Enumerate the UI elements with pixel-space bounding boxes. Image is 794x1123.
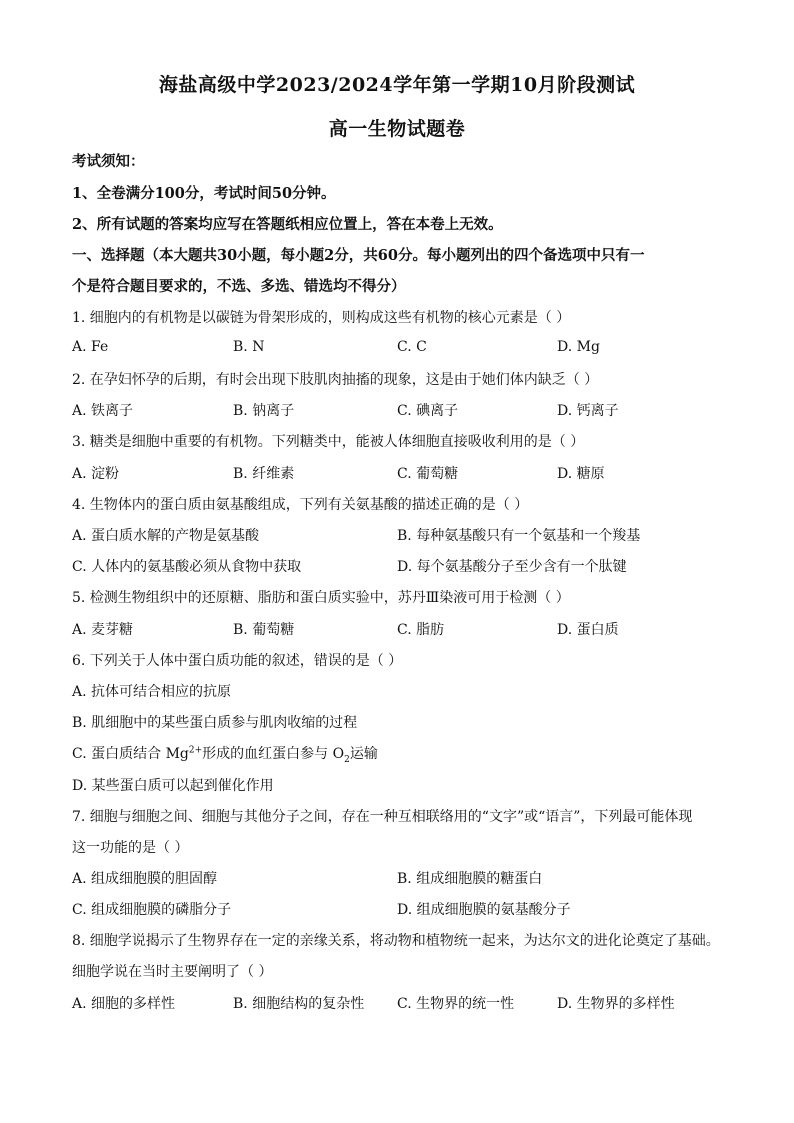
question-7-option-b: B. 组成细胞膜的糖蛋白 xyxy=(397,871,543,887)
question-5-option-a: A. 麦芽糖 xyxy=(72,622,134,638)
question-6-option-a: A. 抗体可结合相应的抗原 xyxy=(72,684,232,700)
question-6-option-c xyxy=(72,743,378,765)
question-5-option-d: D. 蛋白质 xyxy=(557,622,619,638)
question-2-option-d: D. 钙离子 xyxy=(557,403,619,419)
exam-subtitle: 高一生物试题卷 xyxy=(328,118,466,140)
question-3-stem: 3. 糖类是细胞中重要的有机物。下列糖类中，能被人体细胞直接吸收利用的是（ ） xyxy=(72,434,585,450)
question-6-option-d: D. 某些蛋白质可以起到催化作用 xyxy=(72,778,274,794)
question-1-stem: 1. 细胞内的有机物是以碳链为骨架形成的，则构成这些有机物的核心元素是（ ） xyxy=(72,310,571,326)
question-7-stem-line-1: 7. 细胞与细胞之间、细胞与其他分子之间，存在一种互相联络用的“文字”或“语言”，下列最可能体现 xyxy=(72,809,693,825)
question-6-stem: 6. 下列关于人体中蛋白质功能的叙述，错误的是（ ） xyxy=(72,653,403,669)
question-6-option-c-end: 运输 xyxy=(349,746,378,762)
question-1-option-d: D. Mg xyxy=(557,339,600,355)
exam-title: 海盐高级中学2023/2024学年第一学期10月阶段测试 xyxy=(158,74,636,96)
section-instructions-line-1: 一、选择题（本大题共30小题，每小题2分，共60分。每小题列出的四个备选项中只有一 xyxy=(72,247,645,264)
question-4-option-a: A. 蛋白质水解的产物是氨基酸 xyxy=(72,528,260,544)
notice-heading: 考试须知： xyxy=(72,153,145,170)
question-6-option-c-middle: 形成的血红蛋白参与 O xyxy=(202,746,345,762)
question-3-option-d: D. 糖原 xyxy=(557,466,605,482)
question-5-stem: 5. 检测生物组织中的还原糖、脂肪和蛋白质实验中，苏丹Ⅲ染液可用于检测（ ） xyxy=(72,590,570,606)
question-5-option-c: C. 脂肪 xyxy=(397,622,445,638)
question-3-option-c: C. 葡萄糖 xyxy=(397,466,459,482)
section-instructions-line-2: 个是符合题目要求的，不选、多选、错选均不得分） xyxy=(72,278,406,295)
question-8-option-a: A. 细胞的多样性 xyxy=(72,996,176,1012)
magnesium-charge: 2+ xyxy=(188,745,203,756)
question-8-option-b: B. 细胞结构的复杂性 xyxy=(233,996,365,1012)
question-3-option-a: A. 淀粉 xyxy=(72,466,120,482)
oxygen-subscript: 2 xyxy=(344,754,350,765)
question-2-option-a: A. 铁离子 xyxy=(72,403,134,419)
question-7-option-a: A. 组成细胞膜的胆固醇 xyxy=(72,871,218,887)
question-7-stem-line-2: 这一功能的是（ ） xyxy=(72,840,189,856)
question-4-option-b: B. 每种氨基酸只有一个氨基和一个羧基 xyxy=(397,528,641,544)
question-6-option-c-text: C. 蛋白质结合 Mg xyxy=(72,746,189,762)
question-3-option-b: B. 纤维素 xyxy=(233,466,295,482)
question-5-option-b: B. 葡萄糖 xyxy=(233,622,295,638)
question-7-option-c: C. 组成细胞膜的磷脂分子 xyxy=(72,902,232,918)
question-2-stem: 2. 在孕妇怀孕的后期，有时会出现下肢肌肉抽搐的现象，这是由于她们体内缺乏（ ） xyxy=(72,372,599,388)
question-4-option-d: D. 每个氨基酸分子至少含有一个肽键 xyxy=(397,559,627,575)
question-4-option-c: C. 人体内的氨基酸必须从食物中获取 xyxy=(72,559,302,575)
question-6-option-b: B. 肌细胞中的某些蛋白质参与肌肉收缩的过程 xyxy=(72,715,358,731)
question-1-option-c: C. C xyxy=(397,339,427,355)
question-4-stem: 4. 生物体内的蛋白质由氨基酸组成，下列有关氨基酸的描述正确的是（ ） xyxy=(72,497,529,513)
notice-item-2: 2、所有试题的答案均应写在答题纸相应位置上，答在本卷上无效。 xyxy=(72,216,503,233)
question-8-option-d: D. 生物界的多样性 xyxy=(557,996,675,1012)
question-2-option-c: C. 碘离子 xyxy=(397,403,459,419)
question-1-option-b: B. N xyxy=(233,339,265,355)
question-8-stem-line-1: 8. 细胞学说揭示了生物界存在一定的亲缘关系，将动物和植物统一起来，为达尔文的进化论奠定了基础。 xyxy=(72,933,720,949)
notice-item-1: 1、全卷满分100分，考试时间50分钟。 xyxy=(72,185,336,202)
question-1-option-a: A. Fe xyxy=(72,339,109,355)
question-2-option-b: B. 钠离子 xyxy=(233,403,295,419)
question-7-option-d: D. 组成细胞膜的氨基酸分子 xyxy=(397,902,571,918)
question-8-option-c: C. 生物界的统一性 xyxy=(397,996,515,1012)
question-8-stem-line-2: 细胞学说在当时主要阐明了（ ） xyxy=(72,964,273,980)
